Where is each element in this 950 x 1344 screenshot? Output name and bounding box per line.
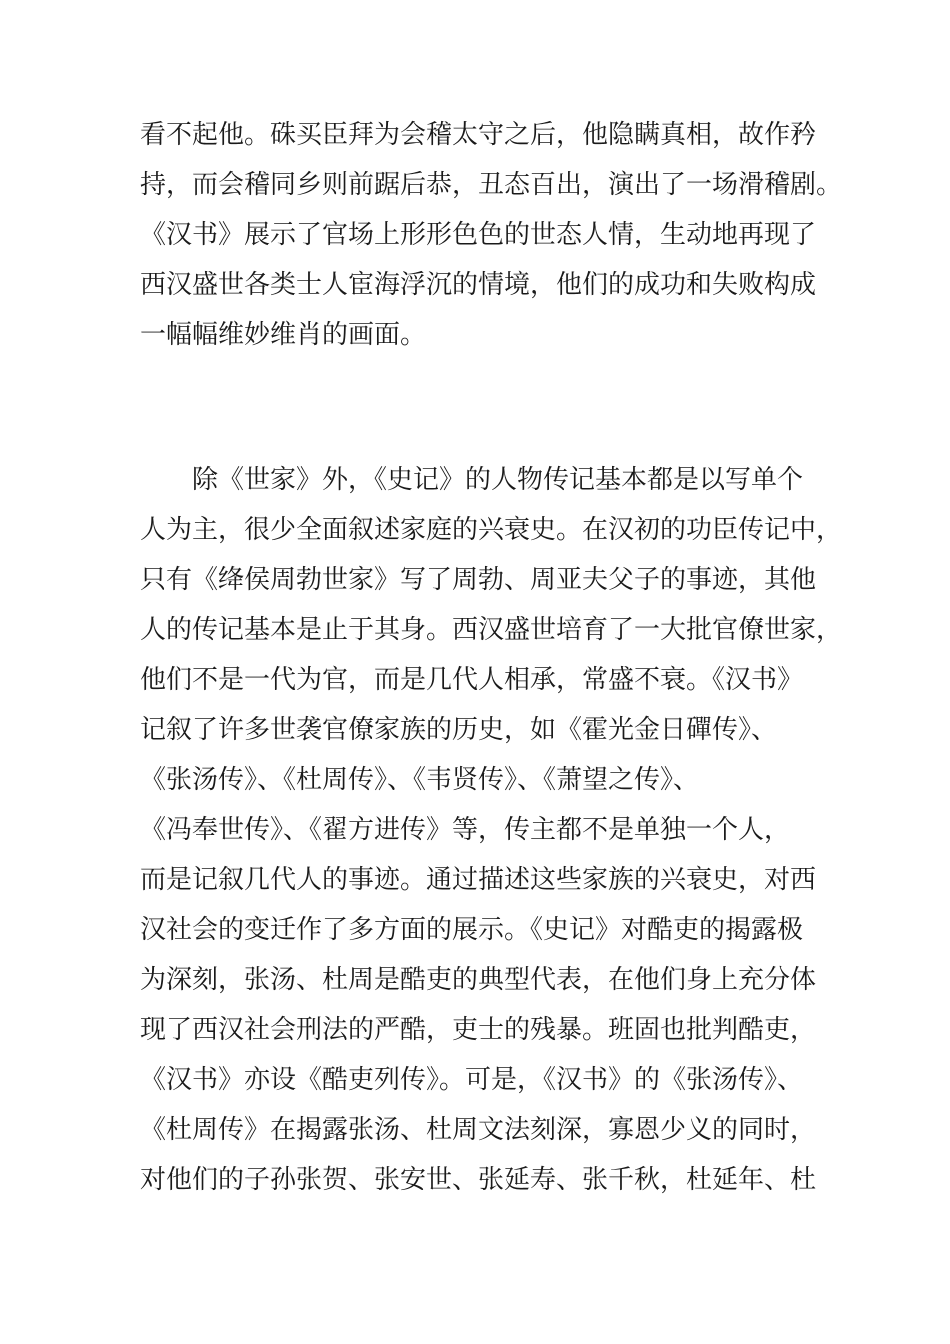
- text-line: 《汉书》亦设《酷吏列传》。可是，《汉书》的《张汤传》、: [140, 1065, 804, 1095]
- text-line: 只有《绛侯周勃世家》写了周勃、周亚夫父子的事迹，其他: [140, 565, 817, 595]
- text-line: 《张汤传》、《杜周传》、《韦贤传》、《萧望之传》、: [140, 765, 700, 795]
- text-line: 除《世家》外，《史记》的人物传记基本都是以写单个: [192, 465, 804, 495]
- text-line: 为深刻，张汤、杜周是酷吏的典型代表，在他们身上充分体: [140, 965, 817, 995]
- text-line: 《冯奉世传》、《翟方进传》等，传主都不是单独一个人，: [140, 815, 791, 845]
- text-line: 一幅幅维妙维肖的画面。: [140, 320, 427, 350]
- text-line: 《杜周传》在揭露张汤、杜周文法刻深，寡恩少义的同时，: [140, 1115, 817, 1145]
- text-line: 持，而会稽同乡则前踞后恭，丑态百出，演出了一场滑稽剧。: [140, 170, 843, 200]
- text-line: 人的传记基本是止于其身。西汉盛世培育了一大批官僚世家，: [140, 615, 843, 645]
- text-line: 人为主，很少全面叙述家庭的兴衰史。在汉初的功臣传记中，: [140, 515, 843, 545]
- text-line: 看不起他。硃买臣拜为会稽太守之后，他隐瞒真相，故作矜: [140, 120, 817, 150]
- text-line: 《汉书》展示了官场上形形色色的世态人情，生动地再现了: [140, 220, 817, 250]
- text-line: 记叙了许多世袭官僚家族的历史，如《霍光金日磾传》、: [140, 715, 778, 745]
- text-line: 西汉盛世各类士人宦海浮沉的情境，他们的成功和失败构成: [140, 270, 817, 300]
- text-line: 他们不是一代为官，而是几代人相承，常盛不衰。《汉书》: [140, 665, 804, 695]
- text-line: 汉社会的变迁作了多方面的展示。《史记》对酷吏的揭露极: [140, 915, 804, 945]
- text-line: 对他们的子孙张贺、张安世、张延寿、张千秋，杜延年、杜: [140, 1165, 817, 1195]
- text-line: 现了西汉社会刑法的严酷，吏士的残暴。班固也批判酷吏，: [140, 1015, 817, 1045]
- text-line: 而是记叙几代人的事迹。通过描述这些家族的兴衰史，对西: [140, 865, 817, 895]
